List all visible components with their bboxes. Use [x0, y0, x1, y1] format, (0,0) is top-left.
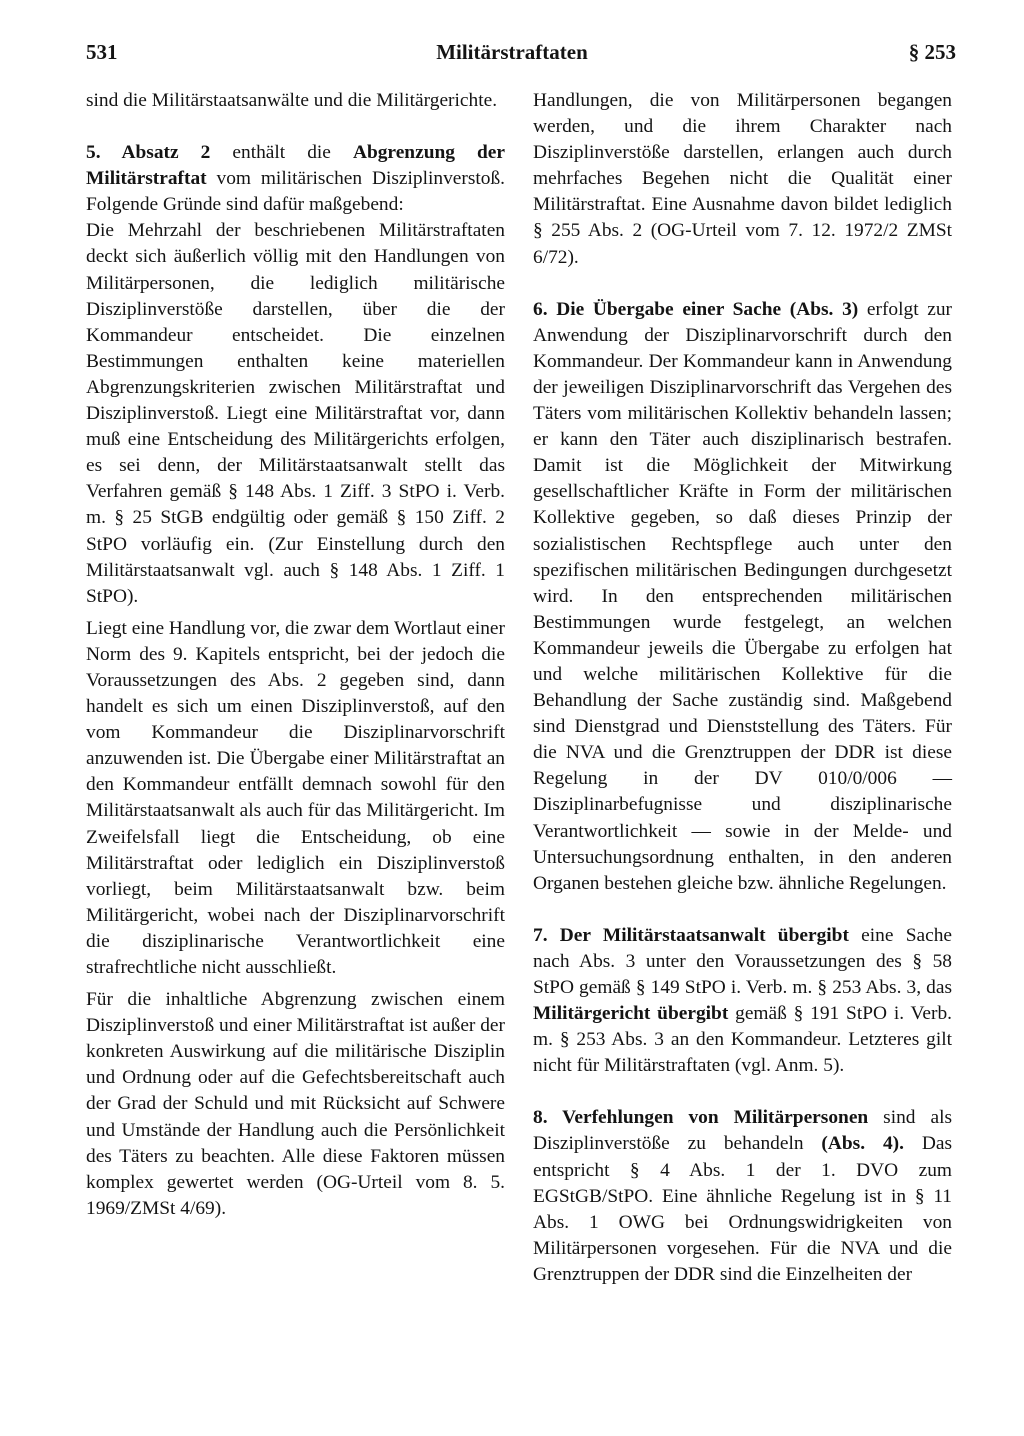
text-run: Handlungen, die von Militärpersonen begangen werden, und die ihrem Charakter nach Disziplinverstöße darstellen, erlangen auch durch mehrfaches Begehen nicht die Qualität einer Militärstraftat. Eine Ausnahme davon bildet lediglich § 255 Abs. 2 (OG-Urteil vom 7. 12. 1972/2 ZMSt 6/72). [533, 90, 952, 268]
paragraph [533, 1105, 952, 1288]
bold-text: 7. [533, 924, 560, 946]
text-run: Liegt eine Handlung vor, die zwar dem Wortlaut einer Norm des 9. Kapitels entspricht, bei der jedoch die Voraussetzungen des Abs. 2 gegeben sind, dann handelt es sich um einen Disziplinverstoß, auf den vom Kommandeur die Disziplinarvorschrift anzuwenden ist. Die Übergabe einer Militärstraftat an den Kommandeur entfällt demnach sowohl für den Militärstaatsanwalt als auch für das Militärgericht. Im Zweifelsfall liegt die Entscheidung, ob eine Militärstraftat oder lediglich ein Disziplinverstoß vorliegt, beim Militärstaatsanwalt bzw. beim Militärgericht, wobei nach der Disziplinarvorschrift die disziplinarische Verantwortlichkeit eine strafrechtliche nicht ausschließt. [86, 617, 505, 978]
right-column [533, 88, 952, 1288]
text-run: Für die inhaltliche Abgrenzung zwischen einem Disziplinverstoß und einer Militärstraftat ist außer der konkreten Auswirkung auf die militärische Disziplin und Ordnung oder auf die Gefechtsbereitschaft auch der Grad der Schuld und mit Rücksicht auf Schwere und Umstände der Handlung auch die Persönlichkeit des Täters zu beachten. Alle diese Faktoren müssen komplex gewertet werden (OG-Urteil vom 8. 5. 1969/ZMSt 4/69). [86, 989, 505, 1219]
bold-text: 8. [533, 1107, 563, 1129]
bold-text: (Abs. 4). [821, 1133, 904, 1155]
paragraph [86, 218, 505, 609]
text-run: Das entspricht § 4 Abs. 1 der 1. DVO zum EGStGB/StPO. Eine ähnliche Regelung ist in § 11 Abs. 1 OWG bei Ordnungswidrigkeiten von Militärpersonen vorgesehen. Für die NVA und die Grenztruppen der DDR sind die Einzelheiten der [533, 1133, 952, 1285]
paragraph [86, 88, 505, 114]
text-run: eine Sache nach Abs. 3 unter den Voraussetzungen des § 58 StPO gemäß § 149 StPO i. Verb. m. § 253 Abs. 3, das [533, 924, 952, 998]
left-column [86, 88, 505, 1222]
text-run: vom militärischen Disziplinverstoß. Folgende Gründe sind dafür maßgebend: [86, 168, 505, 216]
paragraph [533, 297, 952, 897]
text-run: enthält die [210, 142, 353, 164]
bold-text: 6. [533, 298, 557, 320]
section-number: § 253 [908, 40, 956, 64]
paragraph [533, 923, 952, 1080]
bold-text: Militärgericht übergibt [533, 1003, 729, 1025]
bold-text: Absatz 2 [121, 142, 211, 164]
paragraph [86, 987, 505, 1222]
paragraph [86, 616, 505, 981]
bold-text: 5. [86, 142, 122, 164]
bold-text: Die Übergabe einer Sache (Abs. 3) [556, 298, 859, 320]
bold-text: Verfehlungen von Militärpersonen [562, 1107, 869, 1129]
bold-text: Der Militärstaatsanwalt übergibt [559, 924, 849, 946]
text-run: sind als Disziplinverstöße zu behandeln [533, 1107, 952, 1155]
running-title: Militärstraftaten [436, 40, 588, 64]
text-run: erfolgt zur Anwendung der Disziplinarvorschrift durch den Kommandeur. Der Kommandeur kann in Anwendung der jeweiligen Disziplinarvorschrift das Vergehen des Täters vom militärischen Kollektiv behandeln lassen; er kann den Täter auch disziplinarisch bestrafen. Damit ist die Möglichkeit der Mitwirkung gesellschaftlicher Kräfte in Form der militärischen Kollektive gegeben, so daß dieses Prinzip der sozialistischen Rechtspflege auch unter den spezifischen militärischen Bedingungen durchgesetzt wird. In den entsprechenden militärischen Bestimmungen wurde festgelegt, an welchen Kommandeur jeweils die Übergabe zu erfolgen hat und welche militärischen Kollektive für die Behandlung der Sache zuständig sind. Maßgebend sind Dienstgrad und Dienststellung des Täters. Für die NVA und die Grenztruppen der DDR ist diese Regelung in der DV 010/0/006 — Disziplinarbefugnisse und disziplinarische Verantwortlichkeit — sowie in der Melde- und Untersuchungsordnung enthalten, in den anderen Organen bestehen gleiche bzw. ähnliche Regelungen. [533, 298, 953, 894]
text-run: gemäß § 191 StPO i. Verb. m. § 253 Abs. 3 an den Kommandeur. Letzteres gilt nicht für Militärstraftaten (vgl. Anm. 5). [533, 1003, 952, 1077]
paragraph [533, 88, 952, 271]
page-number: 531 [86, 40, 118, 64]
paragraph [86, 140, 505, 218]
text-run: sind die Militärstaatsanwälte und die Militärgerichte. [86, 90, 498, 111]
text-run: Die Mehrzahl der beschriebenen Militärstraftaten deckt sich äußerlich völlig mit den Handlungen von Militärpersonen, die lediglich militärische Disziplinverstöße darstellen, über die der Kommandeur entscheidet. Die einzelnen Bestimmungen enthalten keine materiellen Abgrenzungskriterien zwischen Militärstraftat und Disziplinverstoß. Liegt eine Militärstraftat vor, dann muß eine Entscheidung des Militärgerichts erfolgen, es sei denn, der Militärstaatsanwalt stellt das Verfahren gemäß § 148 Abs. 1 Ziff. 3 StPO i. Verb. m. § 25 StGB endgültig oder gemäß § 150 Ziff. 2 StPO vorläufig ein. (Zur Einstellung durch den Militärstaatsanwalt vgl. auch § 148 Abs. 1 Ziff. 1 StPO). [86, 220, 505, 607]
bold-text: Abgrenzung der Militärstraftat [86, 142, 505, 190]
